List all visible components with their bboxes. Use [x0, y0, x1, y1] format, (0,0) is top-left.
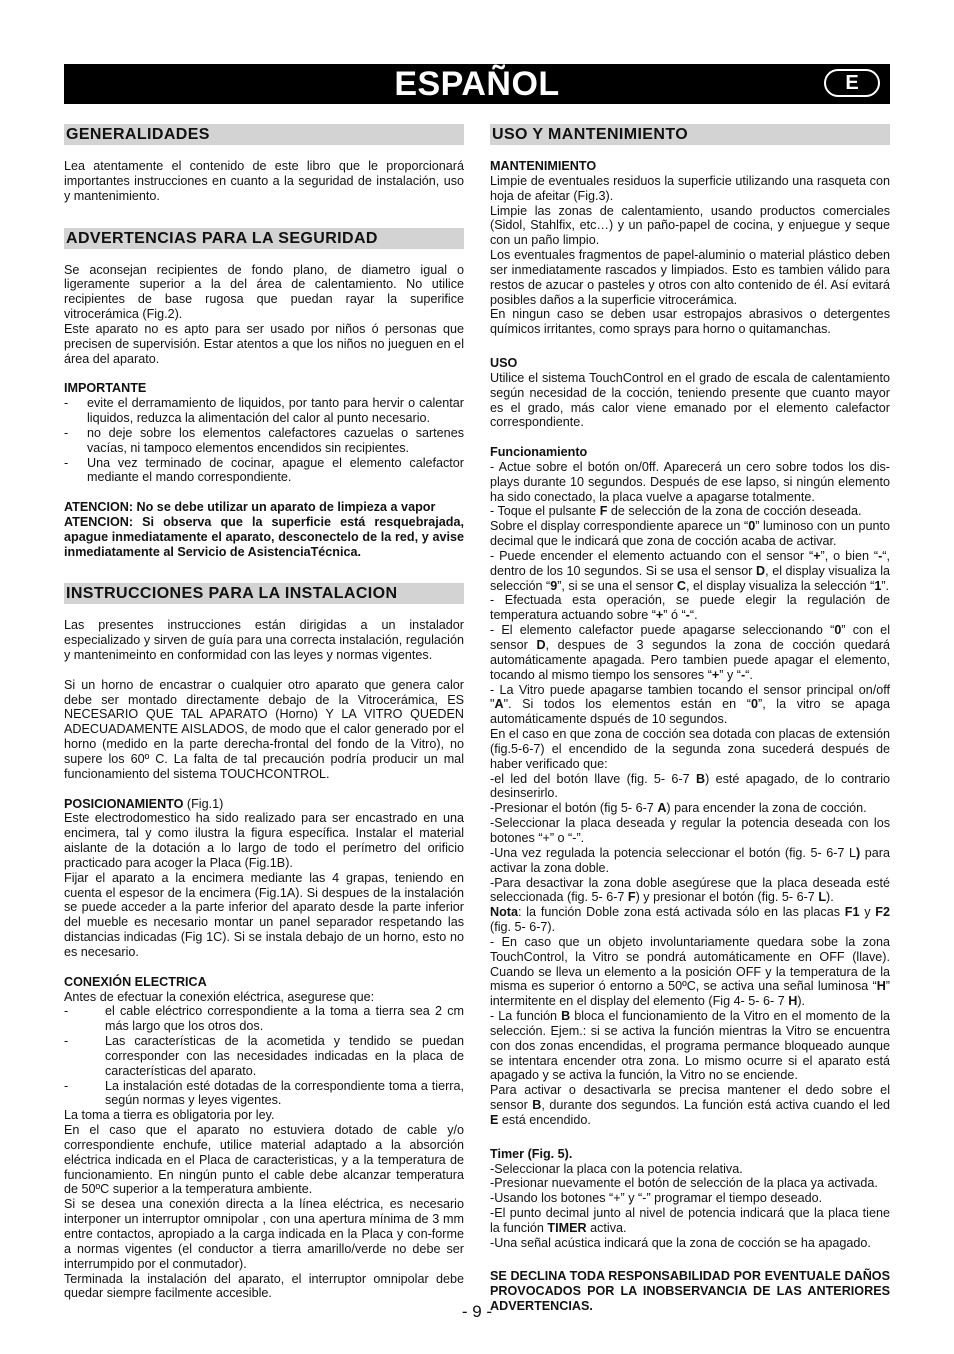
paragraph: Lea atentamente el contenido de este libro que le proporcionará importantes instrucciones en cuanto a la seguridad de instalación, uso y mantenimiento.: [64, 159, 464, 203]
subheading-posicionamiento: POSICIONAMIENTO: [64, 796, 184, 811]
paragraph: - Actue sobre el botón on/0ff. Aparecerá un cero sobre todos los dis-plays durante 10 segundos. Después de ese lapso, si ningún elemento ha sido conectado, la placa vuelve a apagarse totalmente.: [490, 459, 890, 504]
language-badge: E: [824, 69, 880, 97]
paragraph: Sobre el display correspondiente aparece un “0” luminoso con un punto decimal que le indicará que zona de cocción acaba de activar.: [490, 519, 890, 549]
paragraph: Las presentes instrucciones están dirigidas a un instalador especializado y sirven de guía para una correcta instalación, regulación y mantenimeinto en conformidad con las leyes y normas vigentes.: [64, 618, 464, 663]
list-item: - Las características de la acometida y tendido se puedan corresponder con las necesidades indicadas en la placa de características del aparato.: [64, 1034, 464, 1079]
paragraph: Este aparato no es apto para ser usado por niños ó personas que precisen de supervisión. Estar atentos a que los niños no jueguen en el área del aparato.: [64, 321, 464, 366]
list-item: - Una vez terminado de cocinar, apague el elemento calefactor mediante el mando correspondiente.: [64, 456, 464, 486]
section-heading-instalacion: INSTRUCCIONES PARA LA INSTALACION: [64, 583, 464, 604]
fig-ref: (Fig.1): [183, 796, 224, 811]
paragraph: -Para desactivar la zona doble asegúrese que la placa deseada esté seleccionada (fig. 5- 6-7 F) y presionar el botón (fig. 5- 6-7 L).: [490, 875, 890, 905]
paragraph: Fijar el aparato a la encimera mediante las 4 grapas, teniendo en cuenta el espesor de la encimera (Fig.1A). Si despues de la instalación se puede acceder a la parte inferior del aparato desde la parte inferior del mueble es necesario montar un panel separador respetando las distancias indicadas (Fig 1C). Si se instala debajo de un horno, esto no es necesario.: [64, 870, 464, 959]
paragraph: Nota: la función Doble zona está activada sólo en las placas F1 y F2 (fig. 5- 6-7).: [490, 905, 890, 935]
paragraph: - En caso que un objeto involuntariamente quedara sobe la zona TouchControl, la Vitro se pondrá automáticamente en OFF (llave). Cuando se lleva un elemento a la posición OFF y la temperatura de la misma es superior ó entorno a 50ºC, se activa una señal luminosa “H” intermitente en el display del elemento (Fig 4- 5- 6- 7 H).: [490, 934, 890, 1009]
paragraph: -el led del botón llave (fig. 5- 6-7 B) esté apagado, de lo contrario desinserirlo.: [490, 771, 890, 801]
paragraph: Se aconsejan recipientes de fondo plano, de diametro igual o ligeramente superior a la del área de calentamiento. No utilice recipientes de base rugosa que puedan rayar la superifice vitrocerámica (Fig.2).: [64, 262, 464, 322]
paragraph: Utilice el sistema TouchControl en el grado de escala de calentamiento según necesidad de la cocción, teniendo presente que cuanto mayor es el grado, más calor viene emanado por el elemento calefactor correspondiente.: [490, 370, 890, 430]
paragraph: En el caso en que zona de cocción sea dotada con placas de extensión (fig.5-6-7) el encendido de la segunda zona sucederá después de haber verificado que:: [490, 727, 890, 771]
subheading-timer: Timer (Fig. 5).: [490, 1146, 573, 1161]
list-item: - el cable eléctrico correspondiente a la toma a tierra sea 2 cm más largo que los otros dos.: [64, 1004, 464, 1034]
section-heading-advertencias: ADVERTENCIAS PARA LA SEGURIDAD: [64, 228, 464, 249]
paragraph: Si un horno de encastrar o cualquier otro aparato que genera calor debe ser montado directamente debajo de la Vitrocerámica, ES NECESARIO QUE TAL APARATO (Horno) Y LA VITRO QUEDEN ADECUADAMENTE AISLADOS, de modo que el calor generado por el horno (medido en la parte derecha-frontal del fondo de la Vitro), no supere los 60º C. La falta de tal precaución podría producir un mal funcionamiento del sistema TOUCHCONTROL.: [64, 677, 464, 781]
paragraph: Limpie de eventuales residuos la superficie utilizando una rasqueta con hoja de afeitar (Fig.3).: [490, 173, 890, 203]
page-number: - 9 -: [461, 1302, 493, 1321]
subheading-mantenimiento: MANTENIMIENTO: [490, 159, 597, 173]
paragraph: - La función B bloca el funcionamiento de la Vitro en el momento de la selección. Ejem.: si se activa la función mientras la Vitro se encuentra con dos zonas encendidas, el programa permance bloqueado aunque se intentara encender otra zona. Lo mismo ocurre si el aparato está apagado y se activa la función, la Vitro no se enciende.: [490, 1009, 890, 1083]
paragraph: Limpie las zonas de calentamiento, usando productos comerciales (Sidol, Stahlfix, etc…) y un paño-papel de cocina, y enjuegue y seque con un paño limpio.: [490, 203, 890, 248]
paragraph: - Toque el pulsante F de selección de la zona de cocción deseada.: [490, 504, 862, 519]
paragraph: Si se desea una conexión directa a la línea eléctrica, es necesario interponer un interruptor omnipolar , con una apertura mínima de 3 mm entre contactos, apropiado a la carga indicada en la Placa y con-forme a normas vigentes (el conductor a tierra amarillo/verde no debe ser interrumpido por el conmutador).: [64, 1197, 464, 1271]
paragraph: Terminada la instalación del aparato, el interruptor omnipolar debe quedar siempre facilmente accesible.: [64, 1271, 464, 1301]
right-column: [490, 124, 890, 1314]
paragraph: -Usando los botones “+” y “-” programar el tiempo deseado.: [490, 1191, 823, 1206]
subheading-uso: USO: [490, 355, 518, 370]
language-banner: [64, 64, 890, 104]
warning-crack: ATENCION: Si observa que la superficie está resquebrajada, apague inmediatamente el aparato, desconectelo de la red, y avise inmediatamente al Servicio de AsistenciaTécnica.: [64, 514, 464, 559]
paragraph: Antes de efectuar la conexión eléctrica, asegurese que:: [64, 989, 375, 1004]
conexion-list: [64, 1004, 464, 1108]
paragraph: -El punto decimal junto al nivel de potencia indicará que la placa tiene la función TIMER activa.: [490, 1206, 890, 1235]
importante-list: [64, 396, 464, 485]
list-item: - La instalación esté dotadas de la correspondiente toma a tierra, según normas y leyes vigentes.: [64, 1079, 464, 1109]
paragraph: La toma a tierra es obligatoria por ley.: [64, 1108, 275, 1123]
disclaimer: SE DECLINA TODA RESPONSABILIDAD POR EVENTUALE DAÑOS PROVOCADOS POR LA INOBSERVANCIA DE LAS ANTERIORES ADVERTENCIAS.: [490, 1269, 890, 1314]
paragraph: - El elemento calefactor puede apagarse seleccionando “0” con el sensor D, despues de 3 segundos la zona de cocción quedará automáticamente apagada. Pero tambien puede apagar el elemento, tocando al mismo tiempo los sensores “+” y “-“.: [490, 623, 890, 682]
paragraph: En ningun caso se deben usar estropajos abrasivos o detergentes químicos irritantes, como sprays para horno o quitamanchas.: [490, 307, 890, 337]
subheading-conexion: CONEXIÓN ELECTRICA: [64, 974, 207, 989]
paragraph: - Puede encender el elemento actuando con el sensor “+”, o bien “-“, dentro de los 10 segundos. Si se usa el sensor D, el display visualiza la selección “9”, si se una el sensor C, el display visualiza la selección “1”.: [490, 548, 890, 593]
paragraph: -Seleccionar la placa deseada y regular la potencia deseada con los botones “+” o “-”.: [490, 816, 890, 845]
subheading-funcionamiento: Funcionamiento: [490, 445, 588, 460]
paragraph: - La Vitro puede apagarse tambien tocando el sensor principal on/off "A". Si todos los elementos están en “0”, la vitro se apaga automáticamente dspués de 10 segundos.: [490, 682, 891, 727]
paragraph: -Presionar el botón (fig 5- 6-7 A) para encender la zona de cocción.: [490, 801, 867, 816]
section-heading-uso: USO Y MANTENIMIENTO: [490, 124, 890, 145]
paragraph: -Presionar nuevamente el botón de selección de la placa ya activada.: [490, 1176, 878, 1191]
paragraph: -Una señal acústica indicará que la zona de cocción se ha apagado.: [490, 1235, 871, 1250]
left-column: [64, 124, 464, 1301]
list-item: - no deje sobre los elementos calefactores cazuelas o sartenes vacías, ni tampoco elementos encendidos sin recipientes.: [64, 426, 464, 456]
paragraph: Este electrodomestico ha sido realizado para ser encastrado en una encimera, tal y como ilustra la figura específica. Instalar el material aislante de la dotación a lo largo de todo el perímetro del orificio practicado para acoger la Placa (Fig.1B).: [64, 811, 464, 870]
paragraph: -Seleccionar la placa con la potencia relativa.: [490, 1161, 743, 1176]
paragraph: -Una vez regulada la potencia seleccionar el botón (fig. 5- 6-7 L) para activar la zona doble.: [490, 845, 890, 875]
paragraph: Para activar o desactivarla se precisa mantener el dedo sobre el sensor B, durante dos segundos. La función está activa cuando el led E está encendido.: [490, 1083, 890, 1127]
warning-steam: ATENCION: No se debe utilizar un aparato de limpieza a vapor: [64, 500, 436, 515]
list-item: - evite el derramamiento de liquidos, por tanto para hervir o calentar liquidos, reduzca la alimentación del calor al punto necesario.: [64, 396, 464, 426]
posicionamiento-line: [64, 797, 464, 812]
section-heading-generalidades: GENERALIDADES: [64, 124, 464, 145]
paragraph: En el caso que el aparato no estuviera dotado de cable y/o correspondiente enchufe, utilice material adaptado a la absorción eléctrica indicada en el Placa de caracteristicas, y a la temperatura de funcionamiento. En ningún punto el cable debe alcanzar temperatura de 50ºC superior a la temperatura ambiente.: [64, 1123, 464, 1197]
subheading-importante: IMPORTANTE: [64, 381, 147, 396]
banner-title: ESPAÑOL: [394, 65, 560, 103]
paragraph: - Efectuada esta operación, se puede elegir la regulación de temperatura actuando sobre “+” ó “-“.: [490, 593, 890, 623]
paragraph: Los eventuales fragmentos de papel-aluminio o material plástico deben ser inmediatamente rascados y limpiados. Esto es tambien válido para restos de azucar o pasteles y otros con alto contenido de él. Así evitará posibles daños a la superficie vitrocerámica.: [490, 248, 890, 307]
